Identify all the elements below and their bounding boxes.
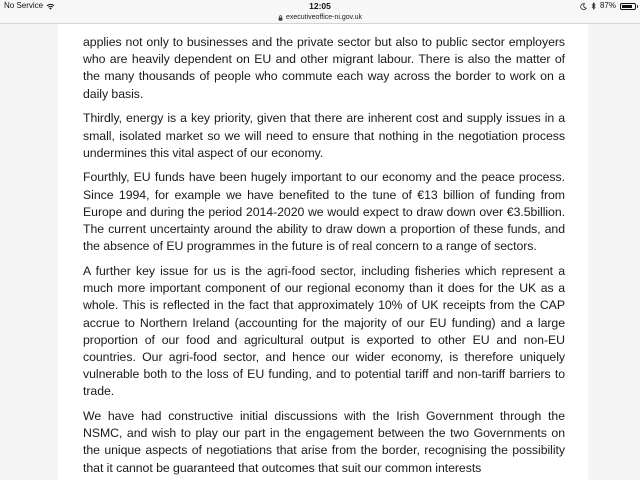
clock: 12:05 <box>309 1 331 11</box>
web-content[interactable] <box>0 24 640 480</box>
battery-percent: 87% <box>599 1 616 10</box>
paragraph: applies not only to businesses and the private sector but also to public sector employers who are heavily dependent on EU and other migrant labour. There is also the matter of the many thousands of people who commute each way across the border to work on a daily basis. <box>83 35 565 101</box>
battery-fill <box>622 5 632 8</box>
url-text[interactable]: executiveoffice-ni.gov.uk <box>285 14 362 21</box>
moon-icon <box>580 3 587 10</box>
paragraph: A further key issue for us is the agri-food sector, including fisheries which represent a much more important component of our regional economy than it does for the UK as a whole. This is reflected in the fact that approximately 10% of UK receipts from the CAP accrue to Northern Ireland (accounting for the majority of our EU funding) and a large proportion of our food and agricultural output is exported to other EU and non-EU countries. Our agri-food sector, and hence our wider economy, is therefore uniquely vulnerable both to the loss of EU funding, and to potential tariff and non-tariff barriers to trade. <box>83 263 565 399</box>
battery-icon <box>620 3 636 10</box>
address-bar[interactable] <box>0 12 640 24</box>
document-body <box>83 34 565 480</box>
bluetooth-icon <box>591 2 596 10</box>
carrier-label: No Service <box>4 1 44 10</box>
lock-icon <box>278 15 283 21</box>
status-bar <box>0 0 640 12</box>
paragraph: We have had constructive initial discussions with the Irish Government through the NSMC, and wish to play our part in the engagement between the two Governments on the unique aspects of negotiations that arise from the border, recognising the possibility that it cannot be guaranteed that outcomes that suit our common interests <box>83 409 565 475</box>
status-right <box>580 0 636 12</box>
document-page <box>58 24 588 480</box>
paragraph: Thirdly, energy is a key priority, given that there are inherent cost and supply issues in a small, isolated market so we will need to ensure that nothing in the negotiation process undermines this vital aspect of our economy. <box>83 111 565 160</box>
paragraph: Fourthly, EU funds have been hugely important to our economy and the peace process. Since 1994, for example we have benefited to the tune of €13 billion of funding from Europe and during the period 2014-2020 we would expect to draw down over €3.5billion. The current uncertainty around the ability to draw down a proportion of these funds, and the absence of EU programmes in the future is of real concern to a range of sectors. <box>83 170 565 254</box>
